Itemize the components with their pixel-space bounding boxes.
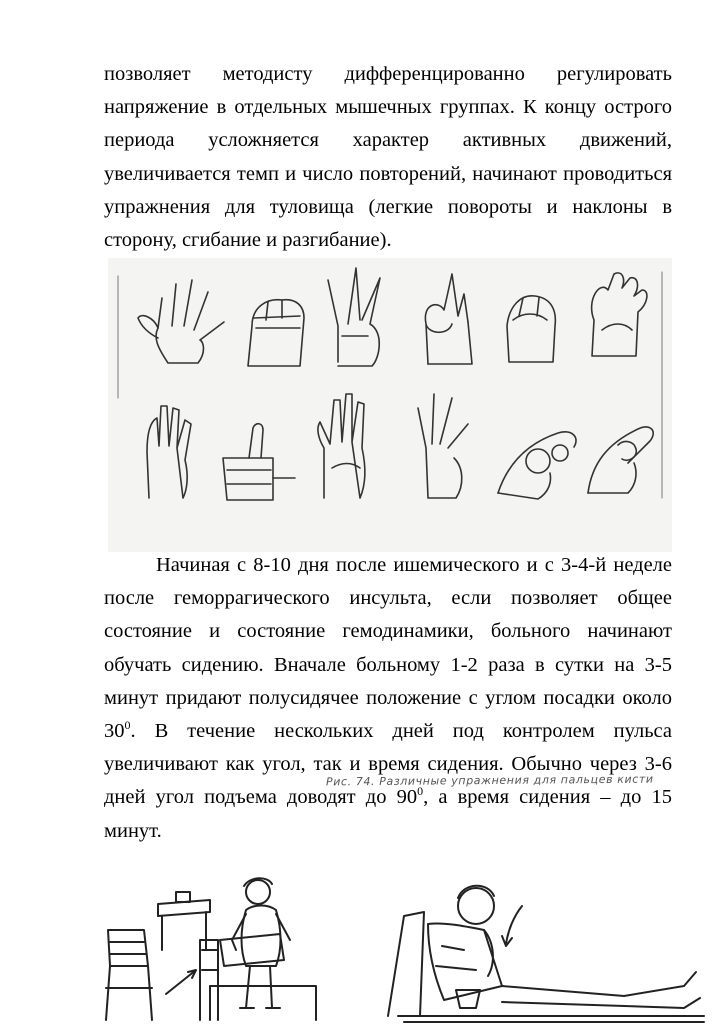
hand-drawing-ring xyxy=(425,274,472,364)
paragraph-2 xyxy=(104,549,672,848)
paragraph-1-line-5: проводиться упражнения для туловища (легкие повороты и xyxy=(104,162,672,218)
patient-head-drawing xyxy=(458,886,494,924)
patient-half-sitting-illustration xyxy=(384,876,710,1024)
figure-caption: Рис. 74. Различные упражнения для пальцев кисти xyxy=(325,772,654,789)
hand-drawing-spread-2 xyxy=(418,394,468,498)
degree-superscript: 0 xyxy=(417,784,424,799)
paragraph-1 xyxy=(104,58,672,257)
hand-drawing-spread xyxy=(138,280,224,363)
hand-drawing-finger-touch xyxy=(588,427,653,493)
paragraph-1-line-1: позволяет методисту дифференцированно регулировать xyxy=(104,63,672,85)
paragraph-2-line-7: контролем пульса увеличивают как угол, так и время xyxy=(104,720,672,776)
patient-body-drawing xyxy=(428,923,700,1008)
paragraph-2-line-4: начинают обучать сидению. Вначале больному 1-2 раза в xyxy=(104,620,672,676)
bedside-table-drawing xyxy=(158,892,210,950)
hand-drawing-fist xyxy=(248,300,304,366)
paragraph-2-line-2: неделе после геморрагического инсульта, если позволяет xyxy=(104,554,673,610)
paragraph-1-line-3: острого периода усложняется характер активных движений, xyxy=(104,96,672,152)
curved-arrow-drawing xyxy=(502,906,522,946)
hand-drawing-v-sign xyxy=(328,268,380,366)
backrest-drawing xyxy=(388,912,424,1016)
paragraph-2-line-8: сидения. Обычно через 3-6 дней угол подъема доводят до xyxy=(104,753,672,809)
paragraph-2-line-3: общее состояние и состояние гемодинамики, больного xyxy=(104,587,672,643)
patient-bed-illustration xyxy=(100,870,320,1024)
hand-drawings-illustration xyxy=(108,258,672,552)
hand-drawing-palm-thumb xyxy=(318,394,365,498)
paragraph-2-line-5: сутки на 3-5 минут придают полусидячее положение с xyxy=(104,653,673,709)
paragraph-2-line-6-rest: . В течение нескольких дней под xyxy=(130,720,484,743)
hand-drawing-open-palm xyxy=(147,406,191,498)
angle-text-30: углом посадки около 30 xyxy=(104,686,672,743)
bed-frame-drawing xyxy=(398,1016,704,1022)
paragraph-2-line-1: Начиная с 8-10 дня после ишемического и с 3-4-й xyxy=(156,554,607,576)
paragraph-1-line-4: увеличивается темп и число повторений, начинают xyxy=(104,162,557,185)
paragraph-2-line-9-rest: , а время сидения – до 15 минут. xyxy=(104,786,672,842)
bed-drawing xyxy=(200,934,316,1020)
paragraph-1-line-2: напряжение в отдельных мышечных группах. К концу xyxy=(104,96,597,119)
degree-superscript: 0 xyxy=(124,718,131,733)
arrow-drawing xyxy=(166,970,196,994)
paragraph-1-line-6: наклоны в сторону, сгибание и разгибание). xyxy=(104,195,673,252)
hand-drawing-curled xyxy=(592,273,647,356)
hand-drawing-thumbs-up xyxy=(223,424,295,500)
patient-drawing xyxy=(232,878,290,1008)
hand-drawing-finger-circle xyxy=(498,432,576,499)
angle-text-90: 90 xyxy=(396,786,418,809)
chair-drawing xyxy=(106,930,152,1020)
hand-drawing-pinch xyxy=(507,296,555,362)
